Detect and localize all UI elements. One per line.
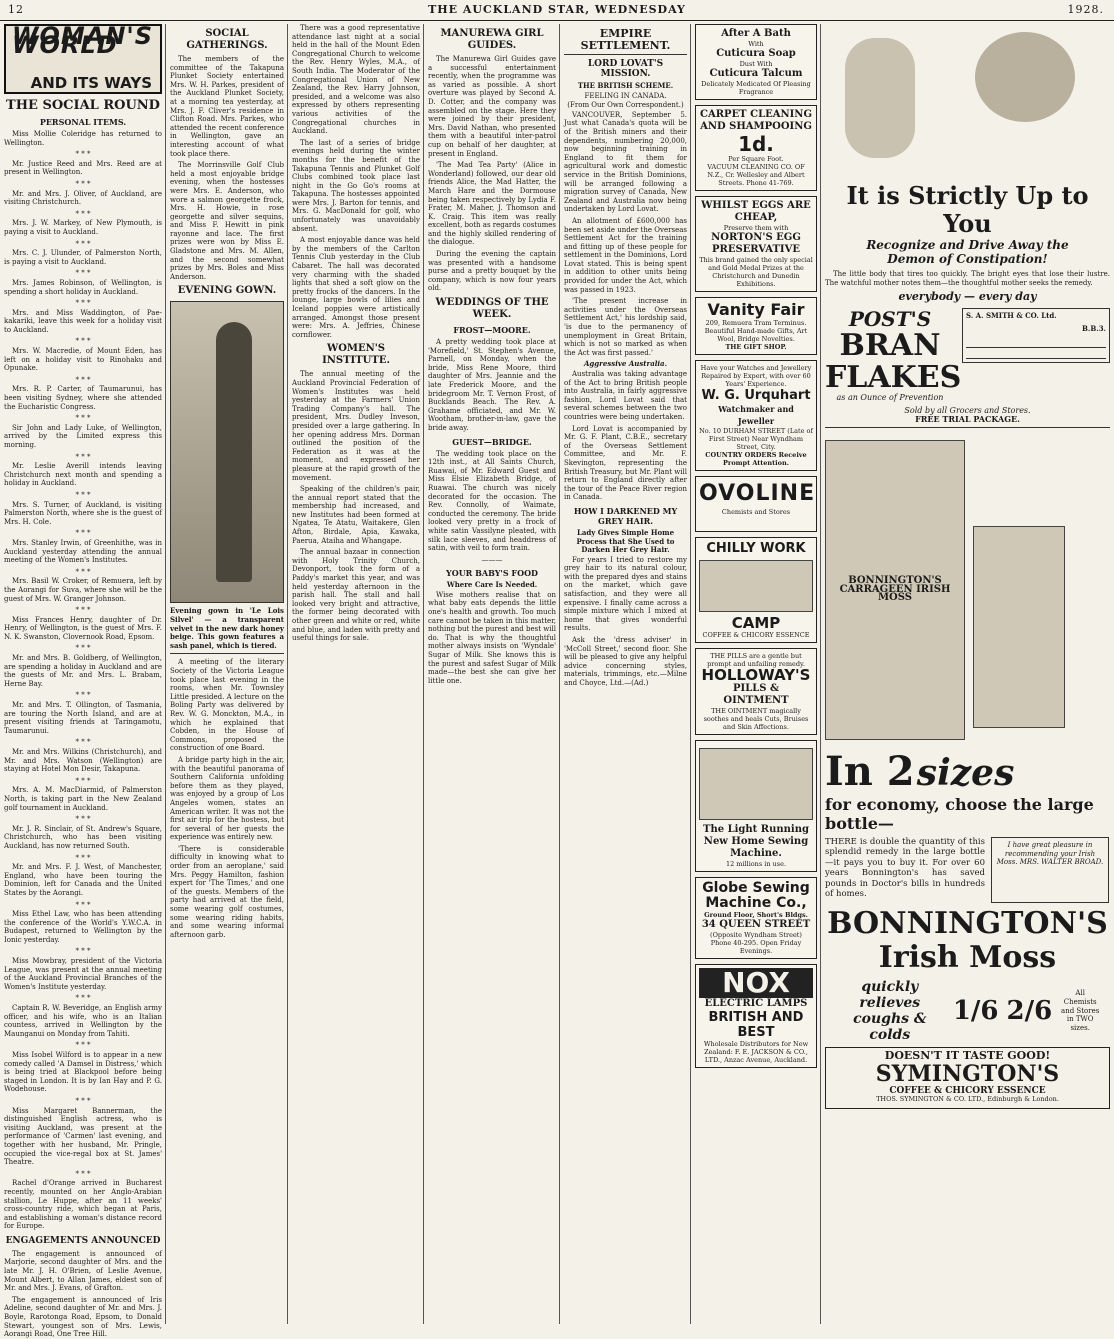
ad-title: Globe Sewing Machine Co.,	[702, 880, 810, 911]
baby-food-subheading: Where Care Is Needed.	[446, 580, 538, 590]
ad-price: 1d.	[738, 132, 774, 156]
paragraph: The engagement is announced of Iris Adeline, second daughter of Mr. and Mrs. J. Boyle, Rarotonga Road, Epsom, to Donald Stewart, youngest son of Mrs. Lewis, Aorangi Road, One Tree Hill.	[4, 1295, 162, 1339]
camp-illustration	[699, 560, 813, 612]
price-row	[825, 979, 1110, 1043]
ad-line: Cuticura Soap	[716, 48, 796, 59]
paragraph: A most enjoyable dance was held by the members of the Carlton Tennis Club yesterday in the Club Cabaret. The hall was decorated very charming with the shaded lights that shed a soft glow on the pretty frocks of the dancers. In the lounge, large bowls of lilies and Iceland poppies were artistically arranged. Amongst those present were: Mrs. A. Jeffries, Chinese cornflower.	[292, 236, 420, 339]
ad-line: Have your Watches and Jewellery Repaired by Expert, with over 60 Years' Experience.	[700, 364, 812, 388]
posts-free-trial: FREE TRIAL PACKAGE.	[825, 415, 1110, 428]
paragraph: Mr. Leslie Averill intends leaving Christchurch next month and spending a holiday in Auckland.	[4, 462, 162, 488]
womans-world-logo	[4, 24, 162, 94]
newspaper-title: THE AUCKLAND STAR, WEDNESDAY	[428, 3, 686, 16]
paragraph: Miss Mollie Coleridge has returned to Wellington.	[4, 130, 162, 147]
ad-line: 12 millions in use.	[725, 860, 787, 868]
column-small-ads	[695, 24, 817, 1324]
figure-demon	[975, 32, 1075, 122]
posts-tagline-2: Demon of Constipation!	[887, 252, 1048, 266]
separator: * * *	[75, 994, 91, 1003]
paragraph: The Manurewa Girl Guides gave a successful entertainment recently, when the programme was as varied as possible. A short overture was played by Second A. D. Cotter, and the company was assembled on the stage. Here they were joined by their president, Mrs. David Nathan, who presented them with a beautiful inter-patrol cup on behalf of her daughter, at present in England.	[428, 55, 556, 158]
paragraph: There was a good representative attendance last night at a social held in the hall of the Mount Eden Congregational Church to welcome the Rev. Henry Wyles, M.A., of South India. The Moderator of the Congregational Union of New Zealand, the Rev. Harry Johnson, presided, and a welcome was also expressed by others representing various activities of the Congregational churches in Auckland.	[292, 24, 420, 136]
weddings-heading: WEDDINGS OF THE WEEK.	[435, 297, 549, 321]
paragraph: Miss Margaret Bannerman, the distinguished English actress, who is visiting Auckland, was present at the performance of 'Carmen' last evening, and together with her husband, Mr. Pringle, occupied the vice-regal box at St. James' Theatre.	[4, 1106, 162, 1167]
paragraph: Mr. and Mrs. T. Ollington, of Tasmania, are touring the North Island, and are at present visiting friends at Taringamotu, Taumarunui.	[4, 701, 162, 735]
separator: * * *	[75, 1169, 91, 1178]
paragraph: An allotment of £600,000 has been set aside under the Overseas Settlement Act for the training and fitting up of these people for settlement in the Dominions, Lord Lovat stated. This is being spent in addition to other units being provided for under the Act, which was passed in 1923.	[564, 216, 687, 294]
separator: * * *	[75, 209, 91, 218]
gown-figure	[216, 322, 252, 582]
paragraph: Australia was taking advantage of the Act to bring British people into Australia, in fairly aggressive fashion, Lord Lovat said that several schemes between the two countries were being undertaken.	[564, 370, 687, 421]
paragraph: A meeting of the literary Society of the Victoria League took place last evening in the rooms, when Mr. Townsley Little presided. A lecture on the Boling Party was delivered by Rev. W. G. Monckton, M.A., in which he explained that Cobden, in the House of Commons, proposed the construction of one Board.	[170, 658, 284, 753]
cuticura-ad	[695, 24, 817, 100]
wedding1-heading: FROST—MOORE.	[453, 325, 531, 336]
ad-brand: CAMP	[731, 614, 781, 632]
paragraph: Mr. and Mrs. B. Goldberg, of Wellington, are spending a holiday in Auckland and are the guests of Mr. and Mrs. L. Brabam, Herne Bay.	[4, 654, 162, 688]
womens-institute-heading: WOMEN'S INSTITUTE.	[322, 343, 390, 367]
sewing-machine-ad	[695, 740, 817, 872]
separator: * * *	[75, 337, 91, 346]
separator: * * *	[75, 529, 91, 538]
column-large-ads	[825, 24, 1110, 1324]
column-rule	[165, 24, 166, 1324]
column-empire-settlement	[564, 24, 687, 1324]
paragraph: The Morrinsville Golf Club held a most enjoyable bridge evening, when the hostesses were Mrs. E. Anderson, who wore a salmon georgette frock, Mrs. H. Howie, in rose georgette and silver sequins, and Miss F. Hewitt in pink rayonne and lace. The first prizes were won by Miss E. Gladstone and Mrs. M. Allen, and the second somewhat prizes by Mrs. Boles and Miss Anderson.	[170, 161, 284, 281]
paragraph: The annual bazaar in connection with Holy Trinity Church, Devonport, took the form of a Paddy's market this year, and was held yesterday afternoon in the parish hall. The stall and hall looked very bright and attractive, the former being decorated with other green and white or red, white and blue, and laden with pretty and useful things for sale.	[292, 548, 420, 643]
posts-brand-line: POST'S	[848, 307, 932, 332]
logo-title: WOMAN'S WORLD	[12, 22, 154, 59]
paragraph: Sir John and Lady Luke, of Wellington, arrived by the Limited express this morning.	[4, 423, 162, 449]
womens-institute-text	[292, 370, 420, 642]
testimonial-quote: I have great pleasure in recommending your Irish Moss. MRS. WALTER BROAD.	[991, 837, 1109, 903]
separator: * * *	[75, 490, 91, 499]
social-gatherings-text	[170, 55, 284, 281]
ad-line: This brand gained the only special and Gold Medal Prizes at the Christchurch and Dunedin Exhibitions.	[699, 256, 813, 288]
ad-line: CARPET CLEANING AND SHAMPOOING	[700, 109, 812, 132]
evening-gown-photo	[170, 301, 284, 603]
paragraph: Mr. and Mrs. F. J. West, of Manchester, England, who have been touring the Dominion, left for Canada and the United States by the Aorangi.	[4, 863, 162, 897]
column-guides-weddings	[428, 24, 556, 1324]
feeling-canada-heading: FEELING IN CANADA.	[584, 91, 667, 100]
ad-line: Chemists and Stores	[721, 508, 791, 516]
ad-line: ELECTRIC LAMPS	[704, 998, 808, 1009]
ad-brand: OVOLINE	[699, 481, 816, 506]
baby-food-heading: YOUR BABY'S FOOD	[446, 568, 538, 579]
paragraph: During the evening the captain was presented with a handsome purse and a pretty bouquet by the company, which is now four years old.	[428, 250, 556, 293]
ad-title: W. G. Urquhart	[701, 388, 811, 403]
paragraph: Mrs. Basil W. Croker, of Remuera, left by the Aorangi for Suva, where she will be the guest of Mrs. W. Granger Johnson.	[4, 577, 162, 603]
ad-line: Cuticura Talcum	[709, 68, 803, 79]
posts-brand	[825, 307, 962, 403]
ad-brand: NOX	[699, 968, 813, 998]
symingtons-ad	[825, 1047, 1110, 1109]
separator: * * *	[75, 375, 91, 384]
social-gatherings-heading: SOCIAL GATHERINGS.	[186, 28, 268, 51]
paragraph: Mrs. W. Macredie, of Mount Eden, has left on a holiday visit to Rinohaku and Opunake.	[4, 347, 162, 373]
separator: * * *	[75, 179, 91, 188]
wedding1-text: A pretty wedding took place at 'Morefield,' St. Stephen's Avenue, Parnell, on Monday, when the bride, Miss Rene Moore, third daughter of Mrs. Jeannie and the late Frederick Moore, and the bridegroom Mr. T. Vernon Frost, of Bucklands Beach. The Rev. A. Grahame officiated, and Mr. W. Wootham, brother-in-law, gave the bride away.	[428, 338, 556, 432]
separator: * * *	[75, 853, 91, 862]
grey-hair-text: For years I tried to restore my grey hair to its natural colour, with the prepared dyes and stains on the market, which gave satisfaction, and they were all expensive. I finally came across a simple mixture which I mixed at home that gives wonderful results.	[564, 555, 687, 633]
dress-adviser-text: Ask the 'dress adviser' in 'McColl Street,' second floor. She will be pleased to give any helpful advice concerning styles, materials, trimmings, etc.—Milne and Choyce, Ltd.—(Ad.)	[564, 636, 687, 687]
holloways-ad	[695, 648, 817, 735]
separator: * * *	[75, 239, 91, 248]
posts-brand-line: FLAKES	[825, 360, 962, 396]
separator: * * *	[75, 567, 91, 576]
symingtons-product: COFFEE & CHICORY ESSENCE	[889, 1085, 1046, 1096]
coupon-company: S. A. SMITH & CO. Ltd.	[966, 311, 1057, 321]
ad-line: Per Square Foot.	[728, 155, 784, 163]
logo-subtitle: AND ITS WAYS	[30, 74, 152, 93]
masthead	[0, 0, 1114, 21]
separator: * * *	[75, 815, 91, 824]
coupon-code: B.B.3.	[1081, 323, 1106, 333]
paragraph: Mrs. A. M. MacDiarmid, of Palmerston North, is taking part in the New Zealand golf tournament in Auckland.	[4, 786, 162, 812]
camp-coffee-ad	[695, 537, 817, 643]
paragraph: Mr. Justice Reed and Mrs. Reed are at present in Wellington.	[4, 159, 162, 177]
ad-line: Delicately Medicated Of Pleasing Fragrance	[701, 80, 811, 96]
ad-line: Phone 40-295. Open Friday Evenings.	[710, 939, 802, 955]
column-social-gatherings	[170, 24, 284, 1324]
price-small: 1/6	[952, 995, 999, 1026]
ad-line: WHILST EGGS ARE CHEAP,	[701, 200, 811, 223]
lord-lovat-heading: LORD LOVAT'S MISSION.	[587, 59, 664, 79]
british-scheme-heading: THE BRITISH SCHEME.	[577, 81, 674, 90]
page-number: 12	[8, 3, 24, 16]
ad-title: HOLLOWAY'S	[701, 666, 811, 684]
symingtons-brand: SYMINGTON'S	[875, 1060, 1060, 1087]
paragraph: Captain R. W. Beveridge, an English army officer, and his wife, who is an Italian countess, arrived in Wellington by the Maunganui on Monday from Tahiti.	[4, 1004, 162, 1038]
ad-line: BRITISH AND BEST	[708, 1010, 804, 1040]
paragraph: The members of the committee of the Takapuna Plunket Society entertained Mrs. W. H. Parkes, president of the Auckland Plunket Society, at a morning tea yesterday, at Mrs. J. F. Cliver's residence in Clifton Road. Mrs. Parkes, who attended the recent conference in Wellington, gave an interesting account of what took place there.	[170, 55, 284, 158]
separator: * * *	[75, 776, 91, 785]
separator: * * *	[75, 606, 91, 615]
empire-settlement-heading: EMPIRE SETTLEMENT.	[564, 28, 687, 55]
evening-gown-heading: EVENING GOWN.	[177, 285, 277, 297]
aggressive-australia-text	[564, 370, 687, 502]
posts-brand-row	[825, 308, 1110, 403]
posts-coupon[interactable]	[962, 308, 1110, 363]
bonnington-copy-row	[825, 837, 1110, 903]
empire-settlement-text	[564, 111, 687, 358]
personal-items-heading: PERSONAL ITEMS.	[39, 117, 127, 127]
bonnington-copy: THERE is double the quantity of this splendid remedy in the large bottle—it pays you to buy it. For over 60 years Bonnington's has saved pounds in Doctor's bills in hundreds of homes.	[825, 836, 985, 900]
posts-everybody: everybody — every day	[898, 290, 1037, 304]
bottle-small	[973, 526, 1065, 728]
paragraph: Mr. and Mrs. J. Oliver, of Auckland, are visiting Christchurch.	[4, 189, 162, 207]
column-gatherings-continued	[292, 24, 420, 1324]
ad-line: Ground Floor, Short's Bldgs.	[704, 911, 808, 919]
posts-brand-line: BRAN	[839, 328, 941, 364]
paragraph: VANCOUVER, September 5. Just what Canada's quota will be of the British miners and their dependents, numbering 20,000, now beginning training in England to fit them for agricultural work and domestic service in the British Dominions, will be arranged following a migration survey of Canada, New Zealand and Australia now being undertaken by Lord Lovat.	[564, 110, 687, 214]
paragraph: Rachel d'Orange arrived in Bucharest recently, mounted on her Anglo-Arabian stallion, Le Huppe, after an 11 weeks' cross-country ride, which began at Paris, and establishing a woman's distance record for Europe.	[4, 1179, 162, 1231]
all-chemists: All Chemists and Stores in TWO sizes.	[1061, 989, 1100, 1032]
column-rule	[690, 24, 691, 1324]
paragraph: Mrs. R. P. Carter, of Taumarunui, has been visiting Sydney, where she attended the Eucharistic Congress.	[4, 385, 162, 411]
ad-line: The Light Running New Home Sewing Machine.	[703, 824, 809, 859]
quickly-relieves: quickly relieves coughs & colds	[853, 978, 927, 1043]
paragraph: Mrs. Stanley Irwin, of Greenhithe, was in Auckland yesterday attending the annual meeting of the Women's Institutes.	[4, 538, 162, 565]
ovoline-ad	[695, 476, 817, 532]
paragraph: Miss Mowbray, president of the Victoria League, was present at the annual meeting of the Auckland Provincial Branches of the Women's Institute yesterday.	[4, 957, 162, 991]
sizes-text: sizes	[916, 751, 1015, 794]
bonnington-brand: BONNINGTON'S	[827, 905, 1108, 941]
posts-prevention: as an Ounce of Prevention	[836, 393, 944, 403]
column-rule	[559, 24, 560, 1324]
separator: * * *	[75, 947, 91, 956]
separator: * * *	[75, 414, 91, 423]
bottle-large: BONNINGTON'S CARRAGEEN IRISH MOSS	[825, 440, 965, 740]
girl-guides-text	[428, 55, 556, 293]
posts-sold-by: Sold by all Grocers and Stores.	[904, 405, 1031, 415]
bonnington-sizes-row	[825, 747, 1110, 795]
ad-line: PILLS & OINTMENT	[723, 683, 789, 706]
aggressive-australia-heading: Aggressive Australia.	[583, 359, 668, 369]
ad-line: Preserve them with	[723, 224, 789, 232]
ad-line: THE PILLS are a gentle but prompt and unfailing remedy.	[707, 652, 805, 668]
paragraph: Speaking of the children's pair, the annual report stated that the membership had increased, and new Institutes had been formed at Ngatea, Te Atatu, Waitakere, Glen Afton, Birdale, Apia, Kawaka, Paerua, Ataiha and Whangape.	[292, 485, 420, 545]
paragraph: 'There is considerable difficulty in knowing what to order from an aeroplane,' said Mrs. Peggy Hamilton, fashion expert for 'The Times,' and one of the guests. Members of the party had arrived at the field, some wearing golf costumes, some wearing riding habits, and some wearing informal afternoon garb.	[170, 844, 284, 939]
ad-title: Vanity Fair	[707, 300, 805, 319]
paragraph: Miss Frances Henry, daughter of Dr. Henry, of Wellington, is the guest of Mrs. F. N. K. Swanston, Clovernook Road, Epsom.	[4, 615, 162, 641]
figure-left	[845, 38, 915, 158]
gatherings-text	[292, 24, 420, 339]
paragraph: 'The Mad Tea Party' (Alice in Wonderland) followed, our dear old friends Alice, the Mad Hatter, the March Hare and the Dormouse being taken respectively by Lydia F. Frater, M. Maher, J. Thomson and K. Craig. This item was really excellent, both as regards costumes and the highly skilled rendering of the dialogue.	[428, 161, 556, 247]
grey-hair-heading: HOW I DARKENED MY GREY HAIR.	[573, 505, 678, 526]
paragraph: Mrs. and Miss Waddington, of Pae-kakariki, leave this week for a holiday visit to Auckland.	[4, 308, 162, 334]
in-2-text: In 2	[825, 747, 915, 795]
paragraph: The annual meeting of the Auckland Provincial Federation of Women's Institutes was held yesterday at the Farmers' Union Trading Company's hall. The president, Mrs. Dudley Inveson, presided over a large gathering. In her opening address Mrs. Dorman outlined the position of the Federation as it was at the moment, and expressed her pleasure at the rapid growth of the movement.	[292, 370, 420, 482]
paragraph: The last of a series of bridge evenings held during the winter months for the benefit of the Takapuna Tennis and Plunket Golf Clubs combined took place last night in the Go Go's rooms at Takapuna. The hostesses appointed were Mrs. J. Barton for tennis, and Mrs. G. MacDonald for golf, who unfortunately was unavoidably absent.	[292, 138, 420, 233]
paragraph: Mr. and Mrs. Wilkins (Christchurch), and Mr. and Mrs. Watson (Wellington) are staying at Hotel Mon Desir, Takapuna.	[4, 748, 162, 774]
separator: * * *	[75, 150, 91, 159]
carpet-cleaning-ad	[695, 105, 817, 191]
separator: * * *	[75, 900, 91, 909]
ad-line: No. 10 DURHAM STREET (Late of First Street) Near Wyndham Street, City.	[699, 427, 813, 451]
ad-line: Watchmaker and Jeweller	[718, 404, 794, 426]
ad-line: Wholesale Distributors for New Zealand: F. E. JACKSON & CO., LTD., Anzac Avenue, Auckland.	[703, 1040, 809, 1064]
demon-illustration	[825, 28, 1110, 178]
ad-line: THE GIFT SHOP.	[725, 343, 787, 351]
separator: ———	[481, 555, 503, 564]
column-rule	[423, 24, 424, 1324]
wedding2-heading: GUEST—BRIDGE.	[452, 436, 532, 447]
bonnington-bottles	[825, 436, 1110, 744]
engagements-list	[4, 1250, 162, 1339]
social-round-heading: THE SOCIAL ROUND	[6, 98, 160, 113]
urquhart-ad	[695, 360, 817, 471]
ad-line: Dust With	[739, 60, 773, 68]
irish-moss-brand: Irish Moss	[878, 939, 1057, 975]
separator: * * *	[75, 299, 91, 308]
paragraph: 'The present increase in activities under the Overseas Settlement Act,' his lordship said, 'is due to the permanency of unemployment in Great Britain, which is not so marked as when the Act was first passed.'	[564, 297, 687, 357]
column-social-round	[4, 22, 162, 1339]
separator: * * *	[75, 452, 91, 461]
ad-line: With	[748, 40, 764, 48]
coupon-name-line[interactable]	[966, 337, 1106, 348]
ad-line: After A Bath	[721, 28, 791, 39]
separator: * * *	[75, 691, 91, 700]
separator: * * *	[75, 644, 91, 653]
girl-guides-heading: MANUREWA GIRL GUIDES.	[440, 28, 544, 51]
paragraph: The engagement is announced of Marjorie, second daughter of Mrs. and the late Mr. J. H. O'Brien, of Leslie Avenue, Mount Albert, to Allan James, eldest son of Mr. and Mrs. J. Evans, of Grafton.	[4, 1249, 162, 1293]
ad-line: COFFEE & CHICORY ESSENCE	[702, 631, 810, 639]
ad-line: NORTON'S EGG PRESERVATIVE	[711, 232, 801, 255]
separator: * * *	[75, 269, 91, 278]
symingtons-company: THOS. SYMINGTON & CO. LTD., Edinburgh & London.	[876, 1095, 1059, 1104]
paragraph: Mrs. S. Turner, of Auckland, is visiting Palmerston North, where she is the guest of Mrs. H. Cole.	[4, 500, 162, 526]
separator: * * *	[75, 738, 91, 747]
wedding2-text: The wedding took place on the 12th inst., at All Saints Church, Ruawai, of Mr. Edward Guest and Miss Elsie Elizabeth Bridge, of Ruawai. The church was nicely decorated for the occasion. The Rev. Connolly, of Waimate, conducted the ceremony. The bride looked very pretty in a frock of white satin Vassilyne pleated, with silk lace sleeves, and headdress of satin, with veil to form train.	[428, 449, 556, 553]
engagements-heading: ENGAGEMENTS ANNOUNCED	[5, 1235, 161, 1246]
grey-hair-subheading: Lady Gives Simple Home Process that She Used to Darken Her Grey Hair.	[576, 527, 675, 555]
paragraph: Mrs. J. W. Markey, of New Plymouth, is paying a visit to Auckland.	[4, 219, 162, 236]
paragraph: Mrs. James Robinson, of Wellington, is spending a short holiday in Auckland.	[4, 278, 162, 296]
ad-title: CHILLY WORK	[706, 541, 806, 556]
paragraph: Lord Lovat is accompanied by Mr. G. F. Plant, C.B.E., secretary of the Overseas Settlement Committee, and Mr. F. Skevington, representing the British Treasury, but Mr. Plant will return to England directly after the tour of the Peace River region in Canada.	[564, 424, 687, 502]
paragraph: Mrs. C. J. Ulunder, of Palmerston North, is paying a visit to Auckland.	[4, 249, 162, 266]
paragraph: A bridge party high in the air, with the beautiful panorama of Southern California unfolding before them as they played, was enjoyed by a group of Los Angeles women, states an American writer. It was not the first air trip for the hostess, but for several of her guests the experience was entirely new.	[170, 755, 284, 842]
nox-lamps-ad	[695, 964, 817, 1068]
posts-tagline-1: Recognize and Drive Away the	[866, 238, 1069, 252]
nortons-egg-ad	[695, 196, 817, 292]
coupon-address-line[interactable]	[966, 348, 1106, 359]
ad-line: COUNTRY ORDERS Receive Prompt Attention.	[705, 451, 807, 467]
paragraph: Mr. J. R. Sinclair, of St. Andrew's Square, Christchurch, who has been visiting Auckland, has now returned South.	[4, 824, 162, 850]
evening-gown-caption: Evening gown in 'Le Lois Silvel' — a transparent velvet in the new dark honey beige. This gown features a sash panel, which is tiered.	[170, 607, 284, 654]
column-rule	[287, 24, 288, 1324]
paragraph: Miss Ethel Law, who has been attending the conference of the World's Y.W.C.A. in Budapest, returned to Wellington by the Ionic yesterday.	[4, 910, 162, 944]
globe-sewing-ad	[695, 877, 817, 959]
ad-line: Beautiful Hand-made Gifts, Art Wool, Bridge Novelties.	[704, 327, 808, 343]
vanity-fair-ad	[695, 297, 817, 355]
separator: * * *	[75, 1041, 91, 1050]
bonnington-economy: for economy, choose the large bottle—	[825, 794, 1094, 833]
symingtons-slogan: DOESN'T IT TASTE GOOD!	[884, 1048, 1051, 1062]
column-rule	[820, 24, 821, 1324]
masthead-year: 1928.	[1067, 3, 1104, 16]
correspondent-dateline: (From Our Own Correspondent.)	[567, 101, 684, 110]
ad-line: (Opposite Wyndham Street)	[710, 931, 802, 939]
ad-line: 209, Remuera Tram Terminus.	[705, 319, 807, 327]
personal-items-list	[4, 130, 162, 1231]
sewing-machine-illustration	[699, 748, 813, 820]
ad-line: THE OINTMENT magically soothes and heals Cuts, Bruises and Skin Affections.	[703, 707, 809, 731]
separator: * * *	[75, 1096, 91, 1105]
ad-line: VACUUM CLEANING CO. OF N.Z., Cr. Wellesley and Albert Streets. Phone 41-769.	[707, 163, 805, 187]
baby-food-text: Wise mothers realise that on what baby eats depends the little one's health and growth. Too much care cannot be taken in this matter, nothing but the purest and best will do. That is why the thoughtful mother always insists on 'Wyndale' Sugar of Milk. She knows this is the purest and safest Sugar of Milk made—the best she can give her little one.	[428, 590, 556, 685]
posts-headline: It is Strictly Up to You	[846, 181, 1089, 238]
literary-society-text	[170, 658, 284, 939]
posts-copy: The little body that tires too quickly. The bright eyes that lose their lustre. The watchful mother notes them—the thoughtful mother seeks the remedy.	[825, 270, 1110, 287]
ad-line: 34 QUEEN STREET	[701, 919, 811, 930]
price-large: 2/6	[1006, 995, 1053, 1026]
paragraph: Miss Isobel Wilford is to appear in a new comedy called 'A Damsel in Distress,' which is being tried at Blackpool before being staged in London. It is by Ian Hay and P. G. Wodehouse.	[4, 1051, 162, 1094]
